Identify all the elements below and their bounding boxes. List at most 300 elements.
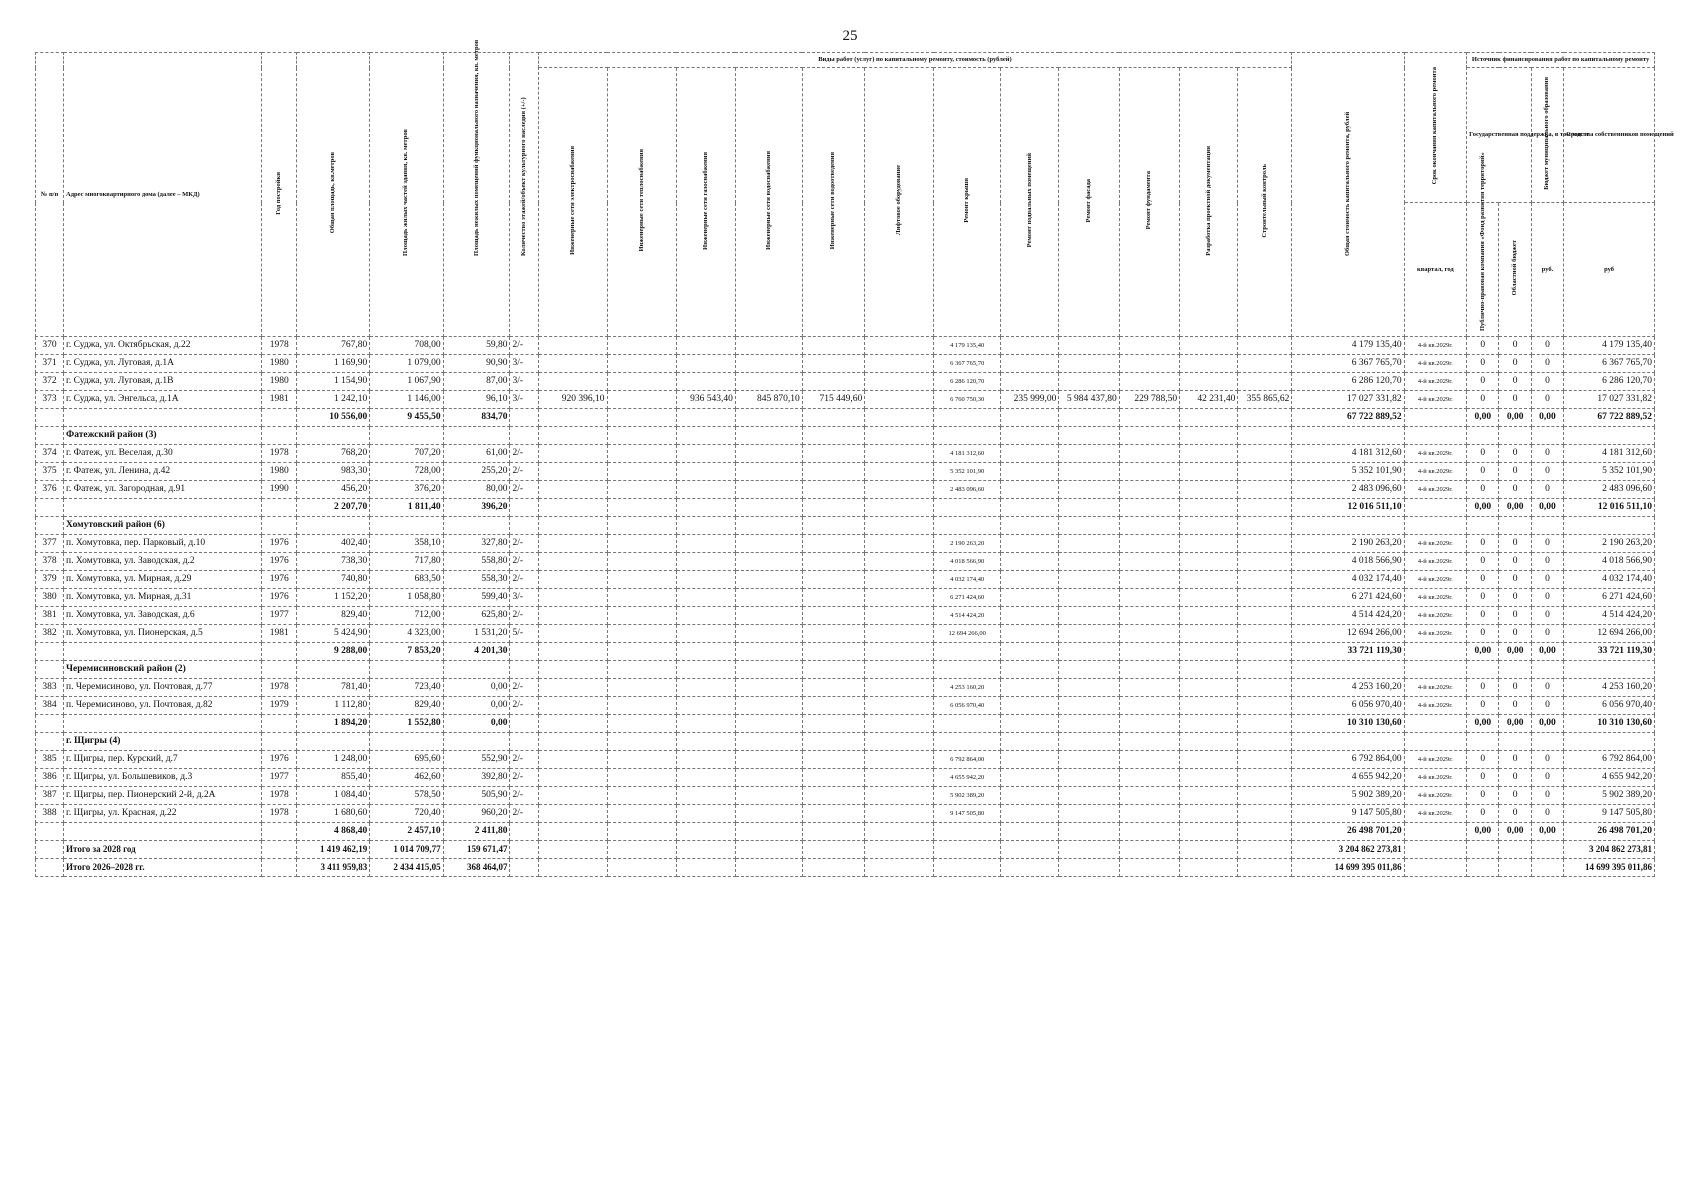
cell-empty <box>443 517 510 535</box>
cell-municipal: 0 <box>1531 391 1563 409</box>
cell-work-7 <box>1001 589 1059 607</box>
col-work-foundation-header: Ремонт фундамента <box>1119 68 1179 337</box>
header-row-1 <box>36 53 1655 68</box>
cell-floors: 2/- <box>510 337 538 355</box>
cell-municipal: 0,00 <box>1531 715 1563 733</box>
cell-municipal: 0 <box>1531 355 1563 373</box>
cell-work-9 <box>1119 679 1179 697</box>
cell-empty <box>865 517 934 535</box>
cell-no: 372 <box>36 373 64 391</box>
cell-work-7 <box>1001 715 1059 733</box>
cell-owners: 4 179 135,40 <box>1564 337 1655 355</box>
cell-work-4 <box>802 805 865 823</box>
cell-work-10 <box>1180 355 1238 373</box>
cell-address: г. Фатеж, ул. Ленина, д.42 <box>64 463 262 481</box>
cell-work-4 <box>802 715 865 733</box>
cell-work-0 <box>538 805 607 823</box>
cell-empty <box>607 661 676 679</box>
cell-year: 1976 <box>262 751 297 769</box>
cell-work-5 <box>865 805 934 823</box>
cell-total-area: 768,20 <box>296 445 369 463</box>
cell-owners: 6 271 424,60 <box>1564 589 1655 607</box>
cell-fund: 0,00 <box>1467 499 1499 517</box>
cell-deadline: 4-й кв.2029г. <box>1404 787 1467 805</box>
cell-total-cost: 4 018 566,90 <box>1292 553 1404 571</box>
cell-work-5 <box>865 643 934 661</box>
cell-nonliving-area: 327,80 <box>443 535 510 553</box>
cell-living-area: 1 552,80 <box>370 715 443 733</box>
cell-municipal <box>1531 841 1563 859</box>
cell-work-9 <box>1119 769 1179 787</box>
cell-fund: 0 <box>1467 697 1499 715</box>
cell-fund: 0,00 <box>1467 643 1499 661</box>
cell-work-10 <box>1180 463 1238 481</box>
table-row <box>36 805 1655 823</box>
cell-owners: 4 181 312,60 <box>1564 445 1655 463</box>
cell-work-1 <box>607 859 676 877</box>
cell-work-7 <box>1001 751 1059 769</box>
cell-deadline <box>1404 823 1467 841</box>
cell-empty <box>443 427 510 445</box>
cell-work-11 <box>1238 715 1292 733</box>
cell-year: 1980 <box>262 373 297 391</box>
col-work-basement-header: Ремонт подвальных помещений <box>1001 68 1059 337</box>
cell-work-3 <box>735 499 802 517</box>
cell-regional: 0 <box>1499 553 1531 571</box>
cell-work-2 <box>676 679 735 697</box>
cell-work-6: 5 352 101,90 <box>934 463 1001 481</box>
cell-work-7 <box>1001 823 1059 841</box>
cell-work-1 <box>607 355 676 373</box>
cell-owners: 12 694 266,00 <box>1564 625 1655 643</box>
cell-work-2 <box>676 481 735 499</box>
cell-nonliving-area: 159 671,47 <box>443 841 510 859</box>
cell-no: 386 <box>36 769 64 787</box>
cell-work-3 <box>735 553 802 571</box>
cell-work-10 <box>1180 715 1238 733</box>
cell-owners: 6 367 765,70 <box>1564 355 1655 373</box>
cell-work-5 <box>865 715 934 733</box>
cell-municipal: 0 <box>1531 571 1563 589</box>
cell-empty <box>1404 733 1467 751</box>
cell-deadline: 4-й кв.2029г. <box>1404 463 1467 481</box>
cell-work-2 <box>676 607 735 625</box>
cell-empty <box>676 733 735 751</box>
cell-empty <box>735 427 802 445</box>
cell-empty <box>262 517 297 535</box>
cell-total-area: 9 288,00 <box>296 643 369 661</box>
cell-deadline: 4-й кв.2029г. <box>1404 751 1467 769</box>
cell-work-0 <box>538 355 607 373</box>
cell-work-11 <box>1238 679 1292 697</box>
cell-municipal: 0 <box>1531 463 1563 481</box>
cell-deadline: 4-й кв.2029г. <box>1404 373 1467 391</box>
cell-work-2 <box>676 769 735 787</box>
cell-year: 1981 <box>262 625 297 643</box>
cell-work-3 <box>735 841 802 859</box>
cell-total-area: 738,30 <box>296 553 369 571</box>
cell-total-area: 1 242,10 <box>296 391 369 409</box>
col-regional-header: Областной бюджет <box>1499 203 1531 337</box>
col-address-header: Адрес многоквартирного дома (далее – МКД) <box>64 53 262 337</box>
cell-work-8 <box>1059 571 1119 589</box>
cell-year: 1981 <box>262 391 297 409</box>
cell-work-10 <box>1180 553 1238 571</box>
cell-work-7 <box>1001 481 1059 499</box>
cell-work-6: 2 190 263,20 <box>934 535 1001 553</box>
cell-work-11 <box>1238 697 1292 715</box>
cell-fund: 0 <box>1467 607 1499 625</box>
cell-work-6: 9 147 505,80 <box>934 805 1001 823</box>
cell-empty <box>538 427 607 445</box>
cell-empty <box>1467 517 1499 535</box>
cell-work-7 <box>1001 679 1059 697</box>
grand-total-label: Итого за 2028 год <box>64 841 262 859</box>
cell-living-area: 1 058,80 <box>370 589 443 607</box>
cell-no: 374 <box>36 445 64 463</box>
cell-empty <box>1292 427 1404 445</box>
cell-work-6: 4 018 566,90 <box>934 553 1001 571</box>
cell-work-2 <box>676 355 735 373</box>
cell-no <box>36 715 64 733</box>
cell-empty <box>262 661 297 679</box>
cell-nonliving-area: 90,90 <box>443 355 510 373</box>
cell-living-area: 683,50 <box>370 571 443 589</box>
cell-work-10 <box>1180 535 1238 553</box>
cell-work-11 <box>1238 463 1292 481</box>
cell-work-6: 6 792 864,00 <box>934 751 1001 769</box>
cell-work-0 <box>538 715 607 733</box>
cell-total-area: 855,40 <box>296 769 369 787</box>
cell-year <box>262 715 297 733</box>
cell-empty <box>1531 733 1563 751</box>
cell-no: 379 <box>36 571 64 589</box>
cell-work-10 <box>1180 769 1238 787</box>
cell-floors: 2/- <box>510 805 538 823</box>
cell-work-7 <box>1001 373 1059 391</box>
cell-deadline: 4-й кв.2029г. <box>1404 445 1467 463</box>
cell-work-11 <box>1238 841 1292 859</box>
cell-work-2 <box>676 409 735 427</box>
cell-work-7 <box>1001 841 1059 859</box>
cell-work-6 <box>934 409 1001 427</box>
works-group-header: Виды работ (услуг) по капитальному ремонту, стоимость (рублей) <box>538 53 1292 68</box>
cell-nonliving-area: 61,00 <box>443 445 510 463</box>
cell-address <box>64 409 262 427</box>
cell-floors <box>510 859 538 877</box>
cell-empty <box>1467 427 1499 445</box>
cell-address: г. Щигры, ул. Красная, д.22 <box>64 805 262 823</box>
cell-work-3 <box>735 571 802 589</box>
cell-regional <box>1499 859 1531 877</box>
cell-work-0 <box>538 589 607 607</box>
cell-work-10 <box>1180 823 1238 841</box>
cell-work-1 <box>607 409 676 427</box>
col-work-design-header: Разработка проектной документации <box>1180 68 1238 337</box>
cell-work-8 <box>1059 535 1119 553</box>
table-row <box>36 355 1655 373</box>
cell-floors: 3/- <box>510 589 538 607</box>
cell-work-0 <box>538 679 607 697</box>
cell-work-11 <box>1238 787 1292 805</box>
cell-work-0 <box>538 841 607 859</box>
cell-work-0 <box>538 607 607 625</box>
cell-floors <box>510 823 538 841</box>
cell-year <box>262 859 297 877</box>
cell-work-2 <box>676 373 735 391</box>
cell-work-4 <box>802 589 865 607</box>
cell-work-10 <box>1180 337 1238 355</box>
cell-work-8 <box>1059 787 1119 805</box>
cell-living-area: 695,60 <box>370 751 443 769</box>
cell-work-3 <box>735 445 802 463</box>
cell-year: 1978 <box>262 337 297 355</box>
cell-work-2 <box>676 589 735 607</box>
col-municipal-header: Бюджет муниципального образования <box>1531 68 1563 203</box>
cell-fund: 0 <box>1467 553 1499 571</box>
cell-work-8 <box>1059 697 1119 715</box>
cell-regional: 0 <box>1499 535 1531 553</box>
cell-work-1 <box>607 481 676 499</box>
cell-floors <box>510 643 538 661</box>
cell-no <box>36 409 64 427</box>
cell-work-4 <box>802 697 865 715</box>
cell-work-0 <box>538 859 607 877</box>
cell-work-1 <box>607 805 676 823</box>
cell-empty <box>1404 517 1467 535</box>
cell-work-2 <box>676 805 735 823</box>
cell-work-7 <box>1001 607 1059 625</box>
cell-total-cost: 6 271 424,60 <box>1292 589 1404 607</box>
cell-work-3 <box>735 535 802 553</box>
cell-regional: 0 <box>1499 805 1531 823</box>
cell-work-8 <box>1059 679 1119 697</box>
cell-nonliving-area: 505,90 <box>443 787 510 805</box>
cell-no: 382 <box>36 625 64 643</box>
cell-work-3 <box>735 859 802 877</box>
cell-fund: 0 <box>1467 463 1499 481</box>
cell-work-5 <box>865 769 934 787</box>
cell-empty <box>1180 427 1238 445</box>
cell-work-4 <box>802 751 865 769</box>
cell-empty <box>865 661 934 679</box>
cell-owners: 4 032 174,40 <box>1564 571 1655 589</box>
cell-work-11 <box>1238 373 1292 391</box>
cell-work-11 <box>1238 751 1292 769</box>
cell-work-6 <box>934 715 1001 733</box>
cell-floors: 2/- <box>510 553 538 571</box>
cell-work-11 <box>1238 607 1292 625</box>
col-owners-unit: руб <box>1564 203 1655 337</box>
cell-total-area: 2 207,70 <box>296 499 369 517</box>
cell-nonliving-area: 392,80 <box>443 769 510 787</box>
subtotal-row <box>36 715 1655 733</box>
cell-fund: 0 <box>1467 391 1499 409</box>
cell-address <box>64 499 262 517</box>
capital-repair-table <box>35 39 1674 877</box>
col-work-control-header: Строительный контроль <box>1238 68 1292 337</box>
cell-work-4 <box>802 553 865 571</box>
cell-municipal: 0 <box>1531 373 1563 391</box>
cell-empty <box>802 661 865 679</box>
cell-year: 1980 <box>262 355 297 373</box>
cell-total-area: 1 154,90 <box>296 373 369 391</box>
cell-work-6: 4 181 312,60 <box>934 445 1001 463</box>
cell-work-2 <box>676 337 735 355</box>
cell-owners: 3 204 862 273,81 <box>1564 841 1655 859</box>
cell-work-2 <box>676 697 735 715</box>
cell-work-10 <box>1180 571 1238 589</box>
cell-total-area: 5 424,90 <box>296 625 369 643</box>
cell-work-9 <box>1119 499 1179 517</box>
cell-work-10 <box>1180 445 1238 463</box>
cell-work-6: 6 286 120,70 <box>934 373 1001 391</box>
cell-owners: 6 056 970,40 <box>1564 697 1655 715</box>
cell-nonliving-area: 0,00 <box>443 697 510 715</box>
cell-living-area: 4 323,00 <box>370 625 443 643</box>
cell-regional: 0,00 <box>1499 499 1531 517</box>
district-name: Хомутовский район (6) <box>64 517 262 535</box>
cell-work-4 <box>802 787 865 805</box>
cell-work-7 <box>1001 463 1059 481</box>
cell-address: п. Черемисиново, ул. Почтовая, д.82 <box>64 697 262 715</box>
capital-repair-table-container <box>35 39 1674 877</box>
cell-empty <box>296 517 369 535</box>
cell-work-7 <box>1001 805 1059 823</box>
table-row <box>36 787 1655 805</box>
cell-municipal: 0 <box>1531 697 1563 715</box>
cell-empty <box>510 733 538 751</box>
cell-total-area: 767,80 <box>296 337 369 355</box>
cell-floors: 2/- <box>510 679 538 697</box>
cell-work-2 <box>676 553 735 571</box>
cell-nonliving-area: 1 531,20 <box>443 625 510 643</box>
cell-empty <box>1467 661 1499 679</box>
cell-no: 383 <box>36 679 64 697</box>
col-work-gas-header: Инженерные сети газоснабжения <box>676 68 735 337</box>
cell-total-area: 1 419 462,19 <box>296 841 369 859</box>
cell-no <box>36 661 64 679</box>
col-total-area-header: Общая площадь, кв.метров <box>296 53 369 337</box>
cell-work-6: 4 179 135,40 <box>934 337 1001 355</box>
cell-work-4 <box>802 769 865 787</box>
cell-work-5 <box>865 355 934 373</box>
cell-regional: 0 <box>1499 445 1531 463</box>
cell-work-3 <box>735 481 802 499</box>
col-no-header: № п/п <box>36 53 64 337</box>
cell-work-3 <box>735 805 802 823</box>
cell-empty <box>296 661 369 679</box>
cell-work-1 <box>607 445 676 463</box>
cell-total-area: 1 894,20 <box>296 715 369 733</box>
cell-work-7 <box>1001 535 1059 553</box>
cell-work-11 <box>1238 409 1292 427</box>
table-body <box>36 337 1655 877</box>
cell-work-8 <box>1059 805 1119 823</box>
cell-work-8 <box>1059 553 1119 571</box>
cell-living-area: 376,20 <box>370 481 443 499</box>
cell-municipal: 0 <box>1531 679 1563 697</box>
cell-owners: 6 792 864,00 <box>1564 751 1655 769</box>
cell-no <box>36 499 64 517</box>
cell-floors <box>510 499 538 517</box>
col-work-roof-header: Ремонт крыши <box>934 68 1001 337</box>
table-row <box>36 337 1655 355</box>
cell-year: 1976 <box>262 535 297 553</box>
cell-work-1 <box>607 787 676 805</box>
cell-fund: 0,00 <box>1467 823 1499 841</box>
cell-work-3 <box>735 697 802 715</box>
cell-municipal: 0 <box>1531 805 1563 823</box>
cell-work-11 <box>1238 769 1292 787</box>
cell-fund: 0 <box>1467 535 1499 553</box>
table-row <box>36 697 1655 715</box>
cell-floors: 2/- <box>510 751 538 769</box>
cell-year: 1978 <box>262 445 297 463</box>
cell-empty <box>607 427 676 445</box>
cell-work-7 <box>1001 499 1059 517</box>
cell-empty <box>735 517 802 535</box>
cell-floors: 5/- <box>510 625 538 643</box>
cell-work-6: 12 694 266,00 <box>934 625 1001 643</box>
cell-municipal: 0 <box>1531 751 1563 769</box>
cell-work-4 <box>802 859 865 877</box>
cell-owners: 5 902 389,20 <box>1564 787 1655 805</box>
cell-work-10 <box>1180 751 1238 769</box>
cell-work-5 <box>865 481 934 499</box>
cell-work-0 <box>538 625 607 643</box>
cell-municipal: 0 <box>1531 445 1563 463</box>
cell-work-4 <box>802 625 865 643</box>
cell-work-5 <box>865 553 934 571</box>
col-work-water-header: Инженерные сети водоснабжения <box>735 68 802 337</box>
cell-fund: 0 <box>1467 373 1499 391</box>
cell-empty <box>1001 733 1059 751</box>
cell-empty <box>1059 733 1119 751</box>
cell-nonliving-area: 558,80 <box>443 553 510 571</box>
cell-empty <box>1292 661 1404 679</box>
cell-total-cost: 4 032 174,40 <box>1292 571 1404 589</box>
cell-work-7 <box>1001 643 1059 661</box>
cell-address: г. Фатеж, ул. Загородная, д.91 <box>64 481 262 499</box>
cell-total-area: 781,40 <box>296 679 369 697</box>
cell-owners: 67 722 889,52 <box>1564 409 1655 427</box>
cell-floors <box>510 715 538 733</box>
cell-total-area: 1 169,90 <box>296 355 369 373</box>
cell-work-8 <box>1059 715 1119 733</box>
cell-work-8 <box>1059 355 1119 373</box>
cell-work-7 <box>1001 571 1059 589</box>
cell-no <box>36 517 64 535</box>
cell-work-8 <box>1059 409 1119 427</box>
cell-empty <box>676 661 735 679</box>
cell-empty <box>1180 733 1238 751</box>
cell-municipal: 0 <box>1531 553 1563 571</box>
cell-work-11 <box>1238 643 1292 661</box>
cell-empty <box>1531 517 1563 535</box>
cell-work-10 <box>1180 625 1238 643</box>
cell-municipal: 0 <box>1531 607 1563 625</box>
cell-owners: 2 190 263,20 <box>1564 535 1655 553</box>
cell-work-1 <box>607 823 676 841</box>
cell-owners: 6 286 120,70 <box>1564 373 1655 391</box>
cell-living-area: 728,00 <box>370 463 443 481</box>
cell-work-2 <box>676 463 735 481</box>
cell-total-area: 3 411 959,83 <box>296 859 369 877</box>
cell-empty <box>370 733 443 751</box>
cell-address: г. Щигры, пер. Пионерский 2-й, д.2А <box>64 787 262 805</box>
col-total-cost-header: Общая стоимость капитального ремонта, рублей <box>1292 53 1404 337</box>
